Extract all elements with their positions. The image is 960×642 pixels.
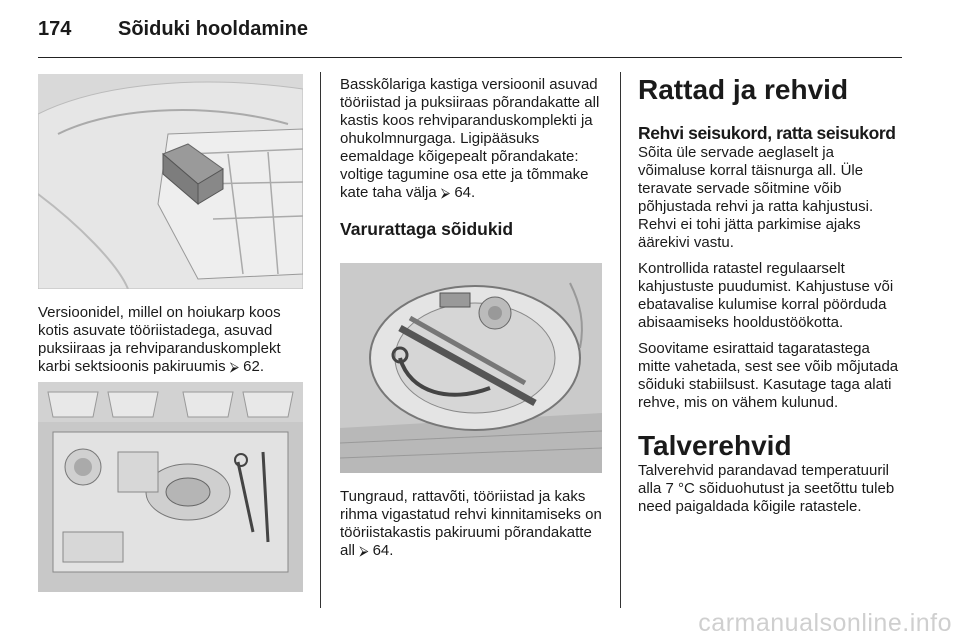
trunk-storage-box-figure xyxy=(38,74,303,289)
column-divider-left xyxy=(320,72,321,608)
middle-caption-text: Tungraud, rattavõti, tööriistad ja kaks rihma vigastatud rehvi kinnitamiseks on tööriistakastis pakiruumi põrandakatte all xyxy=(340,488,602,559)
page-reference-arrow-icon: ⮚ xyxy=(440,185,451,200)
left-caption-text: Versioonidel, millel on hoiukarp koos kotis asuvate tööriistadega, asuvad puksiiraas ja rehviparanduskomplekt karbi sektsioonis pakiruumis xyxy=(38,304,281,375)
middle-text xyxy=(340,76,608,240)
section-title-wheels-tyres: Rattad ja rehvid xyxy=(638,74,849,105)
middle-caption-ref: 64. xyxy=(372,542,394,559)
section-title-winter-tyres: Talverehvid xyxy=(638,430,792,461)
watermark: carmanualsonline.info xyxy=(698,609,952,637)
page-title: Sõiduki hooldamine xyxy=(118,18,309,40)
page-reference-arrow-icon: ⮚ xyxy=(359,543,369,558)
middle-caption xyxy=(340,488,608,568)
left-caption xyxy=(38,304,308,384)
left-caption-ref: 62. xyxy=(243,358,265,375)
page-reference-arrow-icon: ⮚ xyxy=(229,359,239,374)
column-divider-right xyxy=(620,72,621,608)
trunk-toolbox-figure xyxy=(38,382,303,592)
subheading-tyre-condition: Rehvi seisukord, ratta seisukord xyxy=(638,123,896,143)
page-number: 174 xyxy=(38,18,72,40)
spare-wheel-tools-figure xyxy=(340,263,602,473)
right-column xyxy=(638,74,903,524)
middle-para1-ref: 64. xyxy=(454,184,476,201)
paragraph-winter: Talverehvid parandavad temperatuuril alla 7 °C sõiduohutust ja seetõttu tuleb need paigaldada kõigile ratastele. xyxy=(638,462,895,515)
section-heading-spare-wheel: Varurattaga sõidukid xyxy=(340,219,514,239)
header-rule xyxy=(38,57,902,58)
middle-para1-text: Basskõlariga kastiga versioonil asuvad tööriistad ja puksiiraas põrandakatte all kastis koos rehviparanduskomplekti ja ohukolmnurgaga. Ligipääsuks eemaldage kõigepealt põrandakate: voltige tagumine osa ette ja tõmmake kate taha välja xyxy=(340,76,600,201)
paragraph-tyre-2: Kontrollida ratastel regulaarselt kahjustuste puudumist. Kahjustuse või ebatavalise kulumise korral pöörduda abisaamiseks hooldustöökotta. xyxy=(638,260,894,331)
paragraph-tyre-1: Sõita üle servade aeglaselt ja võimaluse korral täisnurga all. Üle teravate servade sõitmine võib põhjustada rehvi ja ratta kahjustusi. Rehvi ei tohi jätta parkimise ajaks äärekivi vastu. xyxy=(638,144,874,251)
paragraph-tyre-3: Soovitame esirattaid tagaratastega mitte vahetada, sest see võib mõjutada sõiduki stabiilsust. Kasutage taga alati rehve, mis on vähem kulunud. xyxy=(638,340,899,411)
